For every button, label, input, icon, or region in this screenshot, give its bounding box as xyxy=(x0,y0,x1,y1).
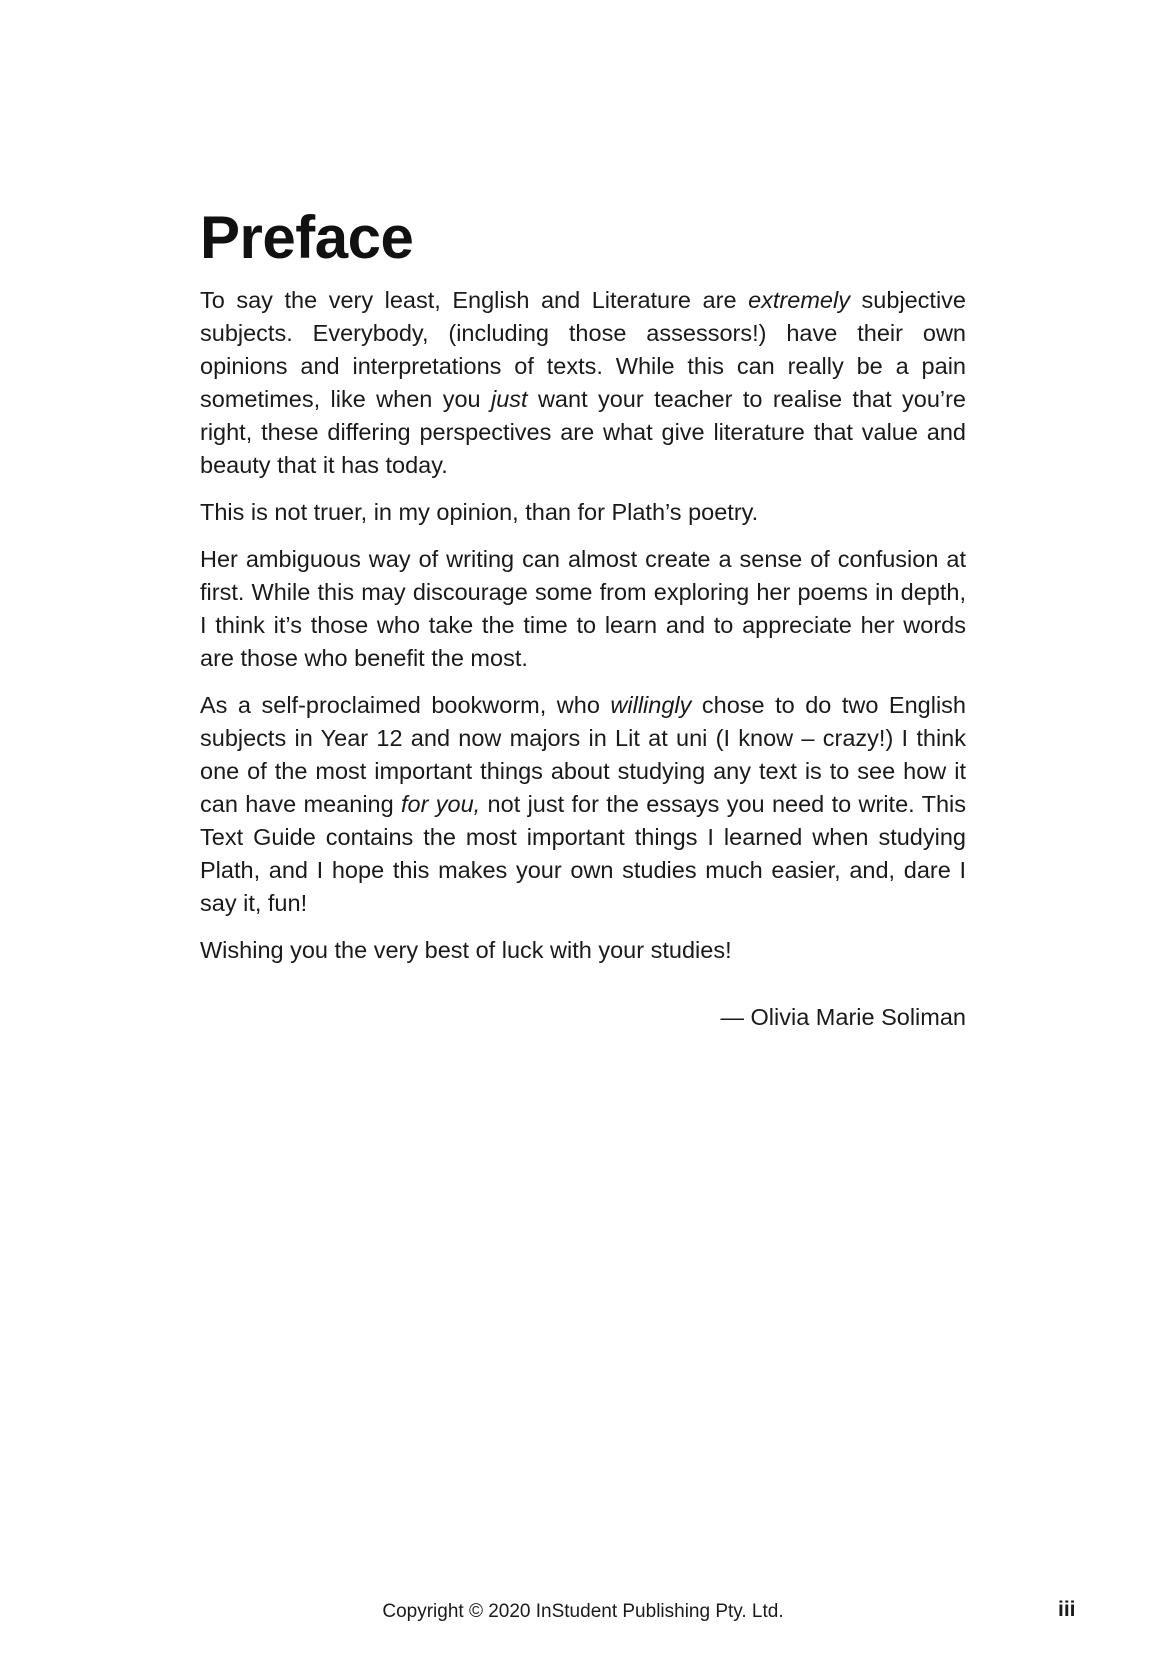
paragraph-1-text-a: To say the very least, English and Literature are xyxy=(200,287,749,313)
paragraph-1 xyxy=(200,284,966,482)
page-title: Preface xyxy=(200,204,414,271)
paragraph-1-emphasis: extremely xyxy=(748,287,850,313)
paragraph-4-text-c: not just for the essays you need to write. This Text Guide contains the most important things I learned when studying Plath, and I hope this makes your own studies much easier, and, dare I say it, fun! xyxy=(200,791,966,916)
paragraph-5: Wishing you the very best of luck with your studies! xyxy=(200,937,732,963)
page-content xyxy=(200,204,967,1034)
paragraph-1-text-b: subjective subjects. Everybody, (including those assessors!) have their own opinions and interpretations of texts. While this can really be a pain sometimes, like when you xyxy=(200,287,966,412)
paragraph-4 xyxy=(200,689,966,920)
paragraph-1-emphasis-2: just xyxy=(491,386,528,412)
paragraph-4-text-a: As a self-proclaimed bookworm, who xyxy=(200,692,611,718)
paragraph-4-text-b: chose to do two English subjects in Year 12 and now majors in Lit at uni (I know – crazy!) I think one of the most important things about studying any text is to see how it can have meaning xyxy=(200,692,966,817)
paragraph-4-emphasis-2: for you, xyxy=(401,791,481,817)
paragraph-1-text-c: want your teacher to realise that you’re right, these differing perspectives are what give literature that value and beauty that it has today. xyxy=(200,386,967,478)
page-number: iii xyxy=(1058,1598,1076,1621)
paragraph-4-emphasis: willingly xyxy=(610,692,692,718)
author-signature: — Olivia Marie Soliman xyxy=(720,1004,966,1030)
footer-copyright: Copyright © 2020 InStudent Publishing Pty. Ltd. xyxy=(382,1601,784,1622)
paragraph-3: Her ambiguous way of writing can almost create a sense of confusion at first. While this may discourage some from exploring her poems in depth, I think it’s those who take the time to learn and to appreciate her words are those who benefit the most. xyxy=(200,546,966,671)
paragraph-2: This is not truer, in my opinion, than for Plath’s poetry. xyxy=(200,499,759,525)
